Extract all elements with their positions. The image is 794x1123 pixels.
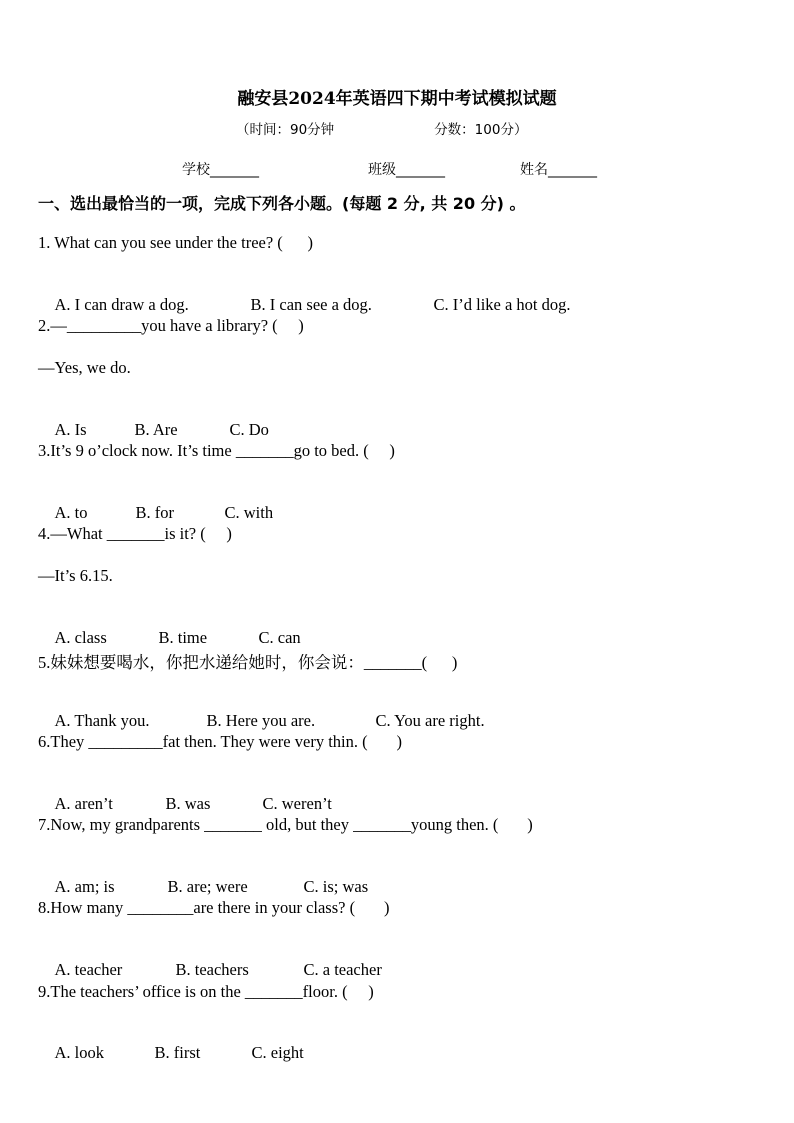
options-9 (38, 1023, 304, 1083)
option-a: A. to (54, 503, 88, 522)
option-b: B. teachers (175, 960, 249, 979)
question-6: 6.They _________fat then. They were very thin. ( ) (38, 732, 402, 751)
question-1: 1. What can you see under the tree? ( ) (38, 233, 314, 252)
option-b: B. time (158, 628, 208, 647)
option-c: C. with (224, 503, 274, 522)
option-c: C. Do (229, 420, 269, 439)
option-b: B. I can see a dog. (250, 295, 372, 314)
option-c: C. You are right. (375, 711, 485, 730)
question-3: 3.It’s 9 o’clock now. It’s time _______go to bed. ( ) (38, 441, 395, 460)
option-b: B. first (154, 1043, 201, 1062)
option-a: A. teacher (54, 960, 123, 979)
answer-2: —Yes, we do. (38, 358, 131, 377)
page-title: 融安县2024年英语四下期中考试模拟试题 (237, 89, 557, 109)
option-b: B. for (135, 503, 174, 522)
exam-time: （时间：90分钟 (236, 122, 335, 138)
option-a: A. aren’t (54, 794, 113, 813)
option-b: B. Here you are. (206, 711, 316, 730)
option-a: A. am; is (54, 877, 115, 896)
option-a: A. class (54, 628, 107, 647)
school-field: 学校_______ (182, 162, 259, 178)
question-2: 2.—_________you have a library? ( ) (38, 316, 304, 335)
option-c: C. a teacher (303, 960, 382, 979)
option-a: A. Is (54, 420, 87, 439)
question-7: 7.Now, my grandparents _______ old, but they _______young then. ( ) (38, 815, 533, 834)
section-heading: 一、选出最恰当的一项，完成下列各小题。(每题 2 分, 共 20 分) 。 (38, 194, 526, 213)
question-9: 9.The teachers’ office is on the _______floor. ( ) (38, 982, 374, 1001)
option-c: C. I’d like a hot dog. (433, 295, 571, 314)
option-b: B. was (165, 794, 211, 813)
question-5: 5.妹妹想要喝水，你把水递给她时，你会说：_______( ) (38, 653, 458, 672)
option-a: A. Thank you. (54, 711, 150, 730)
question-8: 8.How many ________are there in your class? ( ) (38, 898, 390, 917)
exam-score: 分数：100分） (434, 122, 528, 138)
question-4: 4.—What _______is it? ( ) (38, 524, 232, 543)
option-c: C. is; was (303, 877, 369, 896)
answer-4: —It’s 6.15. (38, 566, 113, 585)
option-b: B. Are (134, 420, 178, 439)
name-field: 姓名_______ (520, 162, 597, 178)
option-c: C. weren’t (262, 794, 332, 813)
option-c: C. eight (251, 1043, 304, 1062)
class-field: 班级_______ (368, 162, 445, 178)
option-c: C. can (258, 628, 301, 647)
option-a: A. look (54, 1043, 104, 1062)
option-b: B. are; were (167, 877, 248, 896)
option-a: A. I can draw a dog. (54, 295, 189, 314)
exam-meta (236, 118, 527, 138)
